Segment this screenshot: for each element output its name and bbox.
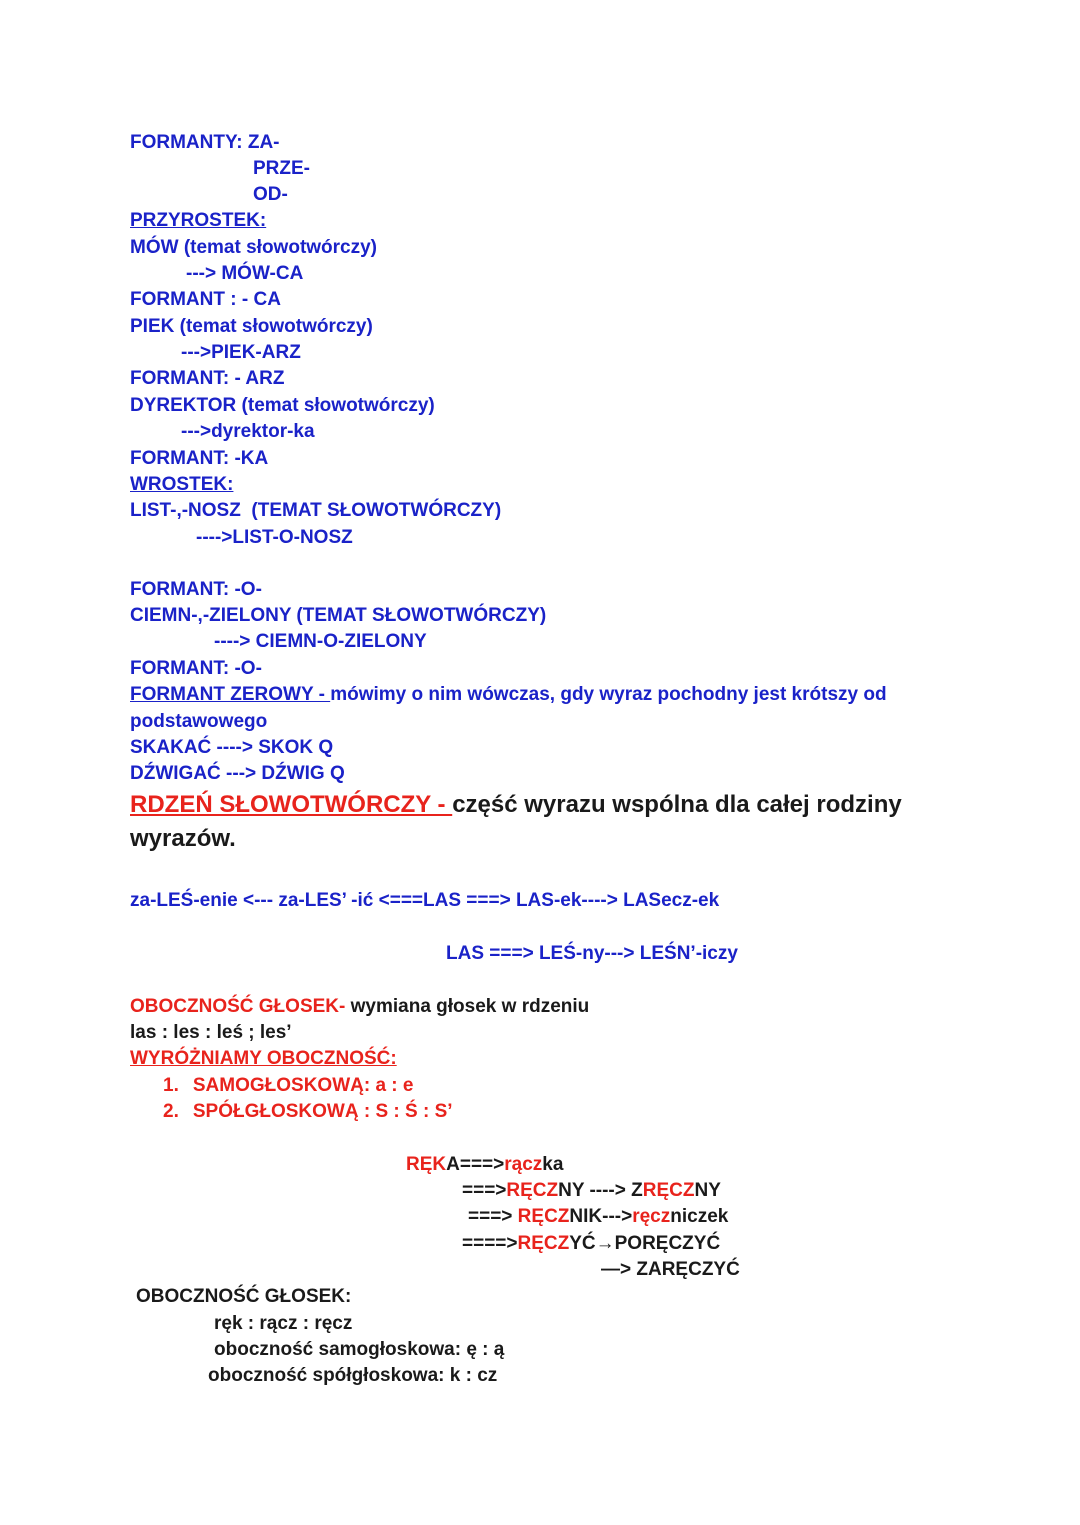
obocznosc-line — [130, 995, 589, 1019]
ciemn-formant: FORMANT: -O- — [130, 658, 262, 679]
reka-root: RĘCZ — [517, 1206, 570, 1227]
reka-text: NY — [694, 1180, 721, 1201]
list-item-number: 1. — [163, 1075, 179, 1096]
reka-root: RĘCZ — [517, 1233, 570, 1254]
summary-line-1: ręk : rącz : ręcz — [214, 1313, 353, 1334]
rdzen-line — [130, 790, 902, 820]
formanty-label: FORMANTY: ZA- — [130, 132, 280, 153]
mow-formant: FORMANT : - CA — [130, 289, 281, 310]
wyrozniamy-heading: WYRÓŻNIAMY OBOCZNOŚĆ: — [130, 1048, 397, 1069]
list-arrow: ---->LIST-O-NOSZ — [196, 527, 353, 548]
obocznosc-heading: OBOCZNOŚĆ GŁOSEK- — [130, 996, 351, 1017]
dyrektor-theme: DYREKTOR (temat słowotwórczy) — [130, 395, 435, 416]
summary-heading: OBOCZNOŚĆ GŁOSEK: — [136, 1286, 352, 1307]
wrostek-heading: WROSTEK: — [130, 474, 234, 495]
reka-root: ręcz — [632, 1206, 671, 1227]
reka-row-4 — [462, 1232, 720, 1256]
reka-text: NY ----> Z — [558, 1180, 643, 1201]
reka-text: A===> — [446, 1154, 505, 1175]
list-formant: FORMANT: -O- — [130, 579, 262, 600]
las-chain-2: LAS ===> LEŚ-ny---> LEŚN’-iczy — [446, 943, 738, 964]
reka-text: niczek — [670, 1206, 729, 1227]
reka-row-1 — [406, 1153, 563, 1177]
list-theme: LIST-,-NOSZ (TEMAT SŁOWOTWÓRCZY) — [130, 500, 502, 521]
reka-text: ====> — [462, 1233, 518, 1254]
reka-text: ===> — [468, 1206, 518, 1227]
list-item — [163, 1074, 413, 1098]
przyrostek-heading: PRZYROSTEK: — [130, 210, 267, 231]
reka-row-3 — [468, 1205, 728, 1229]
rdzen-definition: część wyrazu wspólna dla całej rodziny — [452, 791, 902, 818]
prefix-prze: PRZE- — [253, 158, 310, 179]
dyrektor-arrow: --->dyrektor-ka — [181, 421, 315, 442]
mow-arrow: ---> MÓW-CA — [186, 263, 304, 284]
reka-root: RĘK — [406, 1154, 447, 1175]
ciemn-arrow: ----> CIEMN-O-ZIELONY — [214, 631, 427, 652]
dyrektor-formant: FORMANT: -KA — [130, 448, 269, 469]
summary-line-3: oboczność spółgłoskowa: k : cz — [208, 1365, 498, 1386]
reka-text: YĆ→PORĘCZYĆ — [569, 1233, 721, 1254]
reka-text: NIK---> — [569, 1206, 633, 1227]
formant-zerowy-line — [130, 683, 887, 707]
obocznosc-example: las : les : leś ; les’ — [130, 1022, 292, 1043]
list-item-text: SPÓŁGŁOSKOWĄ : S : Ś : S’ — [192, 1101, 453, 1122]
formant-zerowy-heading: FORMANT ZEROWY - — [130, 684, 331, 705]
zerowy-example-2: DŹWIGAĆ ---> DŹWIG Q — [130, 763, 345, 784]
piek-theme: PIEK (temat słowotwórczy) — [130, 316, 373, 337]
las-chain-1: za-LEŚ-enie <--- za-LES’ -ić <===LAS ===> LAS-ek----> LASecz-ek — [130, 890, 720, 911]
piek-formant: FORMANT: - ARZ — [130, 368, 285, 389]
piek-arrow: --->PIEK-ARZ — [181, 342, 301, 363]
reka-row-2 — [462, 1179, 721, 1203]
formant-zerowy-definition: mówimy o nim wówczas, gdy wyraz pochodny jest krótszy od — [330, 684, 887, 705]
reka-root: RĘCZ — [506, 1180, 559, 1201]
rdzen-heading: RDZEŃ SŁOWOTWÓRCZY - — [130, 791, 453, 818]
zerowy-example-1: SKAKAĆ ----> SKOK Q — [130, 737, 334, 758]
list-item-number: 2. — [163, 1101, 179, 1122]
mow-theme: MÓW (temat słowotwórczy) — [130, 237, 378, 258]
reka-row-5: —> ZARĘCZYĆ — [601, 1259, 740, 1280]
obocznosc-definition: wymiana głosek w rdzeniu — [350, 996, 590, 1017]
ciemn-theme: CIEMN-,-ZIELONY (TEMAT SŁOWOTWÓRCZY) — [130, 605, 547, 626]
formant-zerowy-definition-2: podstawowego — [130, 711, 268, 732]
reka-root: rącz — [504, 1154, 543, 1175]
reka-text: ===> — [462, 1180, 507, 1201]
prefix-od: OD- — [253, 184, 288, 205]
reka-text: ka — [542, 1154, 564, 1175]
list-item-text: SAMOGŁOSKOWĄ: a : e — [192, 1075, 414, 1096]
rdzen-definition-2: wyrazów. — [130, 825, 236, 852]
summary-line-2: oboczność samogłoskowa: ę : ą — [214, 1339, 505, 1360]
reka-root: RĘCZ — [642, 1180, 695, 1201]
list-item — [163, 1100, 453, 1124]
